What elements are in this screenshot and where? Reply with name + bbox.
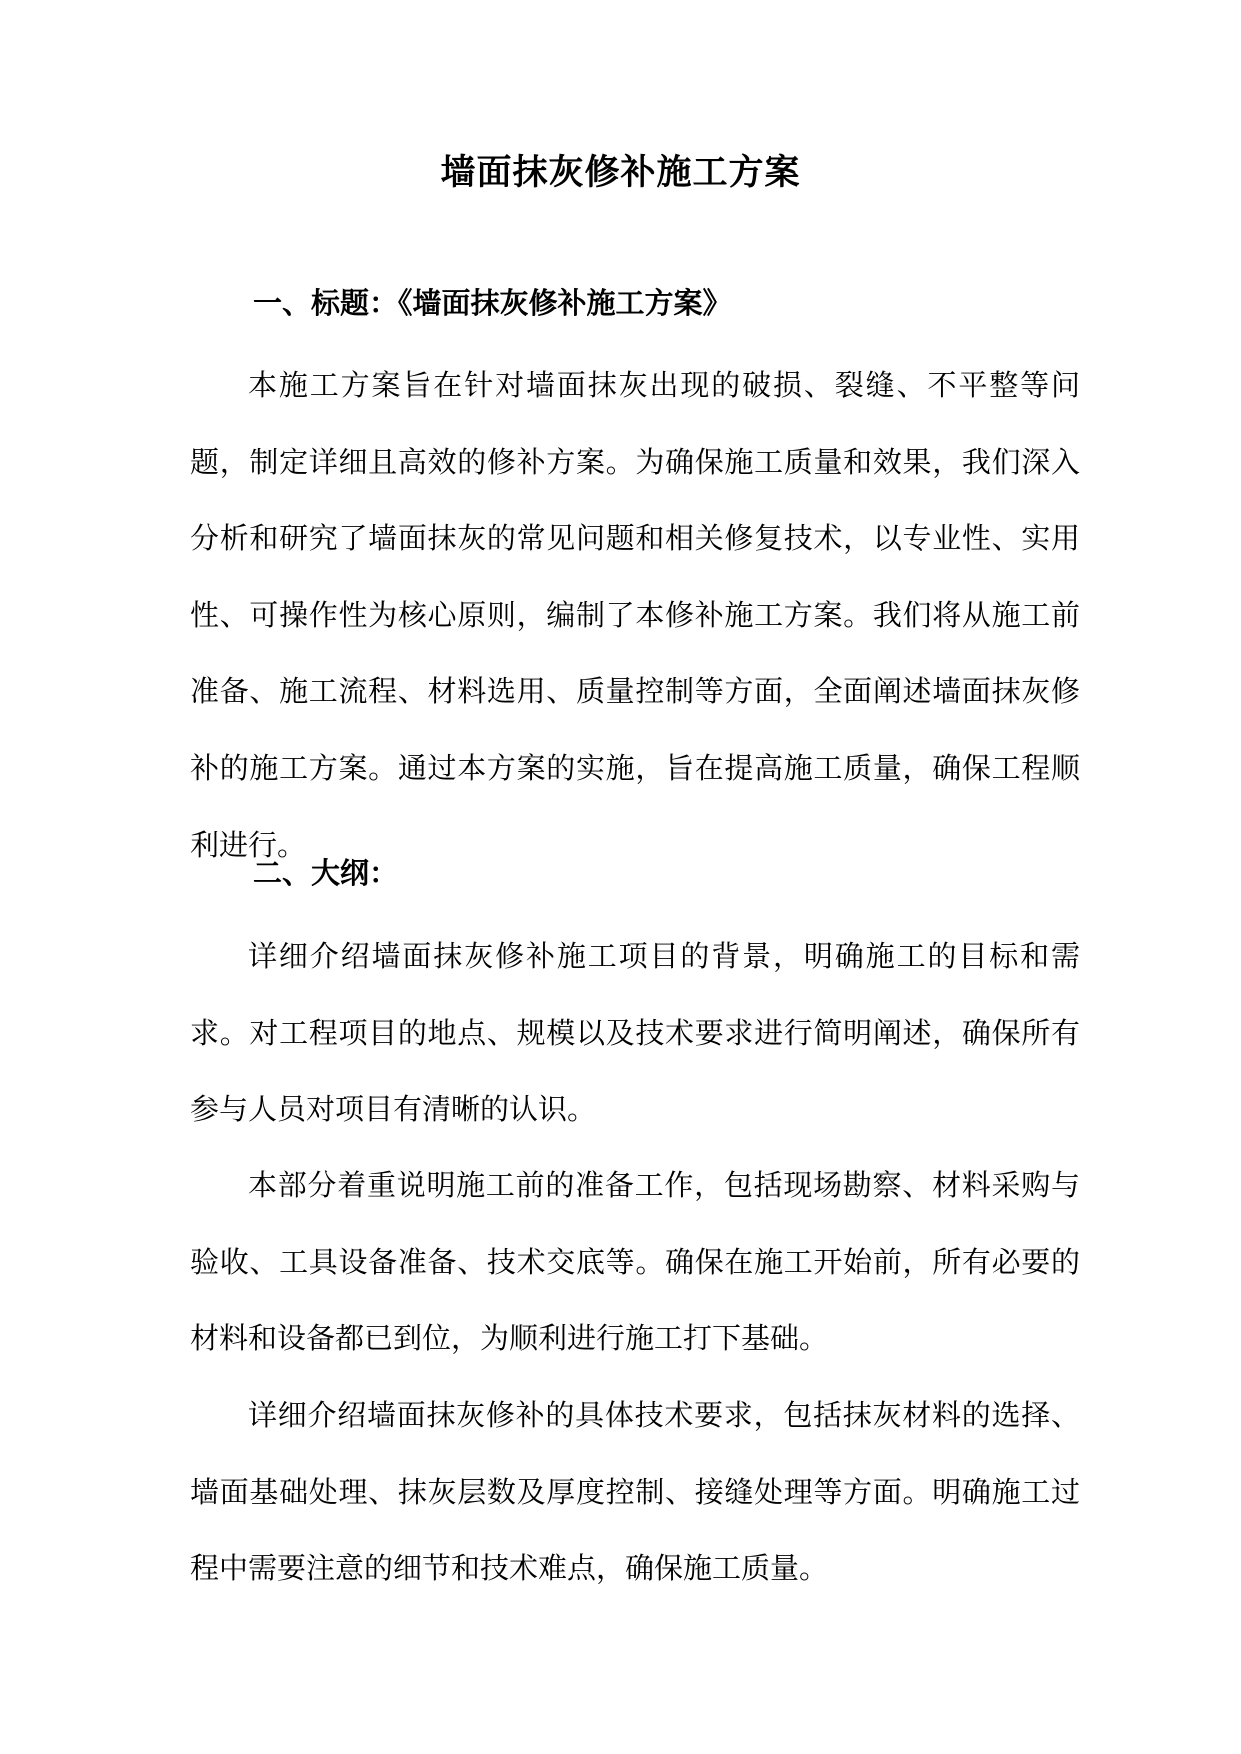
outline-paragraph-technical: 详细介绍墙面抹灰修补的具体技术要求，包括抹灰材料的选择、墙面基础处理、抹灰层数及厚度控制、接缝处理等方面。明确施工过程中需要注意的细节和技术难点，确保施工质量。 [190,1398,1080,1586]
section-heading-title: 一、标题：《墙面抹灰修补施工方案》 [253,286,732,320]
intro-paragraph: 本施工方案旨在针对墙面抹灰出现的破损、裂缝、不平整等问题，制定详细且高效的修补方案。为确保施工质量和效果，我们深入分析和研究了墙面抹灰的常见问题和相关修复技术，以专业性、实用性、可操作性为核心原则，编制了本修补施工方案。我们将从施工前准备、施工流程、材料选用、质量控制等方面，全面阐述墙面抹灰修补的施工方案。通过本方案的实施，旨在提高施工质量，确保工程顺利进行。 [190,368,1080,862]
outline-paragraph-preparation: 本部分着重说明施工前的准备工作，包括现场勘察、材料采购与验收、工具设备准备、技术交底等。确保在施工开始前，所有必要的材料和设备都已到位，为顺利进行施工打下基础。 [190,1168,1080,1356]
document-title: 墙面抹灰修补施工方案 [440,152,801,193]
section-heading-outline: 二、大纲： [253,856,399,890]
outline-paragraph-background: 详细介绍墙面抹灰修补施工项目的背景，明确施工的目标和需求。对工程项目的地点、规模以及技术要求进行简明阐述，确保所有参与人员对项目有清晰的认识。 [190,939,1080,1127]
